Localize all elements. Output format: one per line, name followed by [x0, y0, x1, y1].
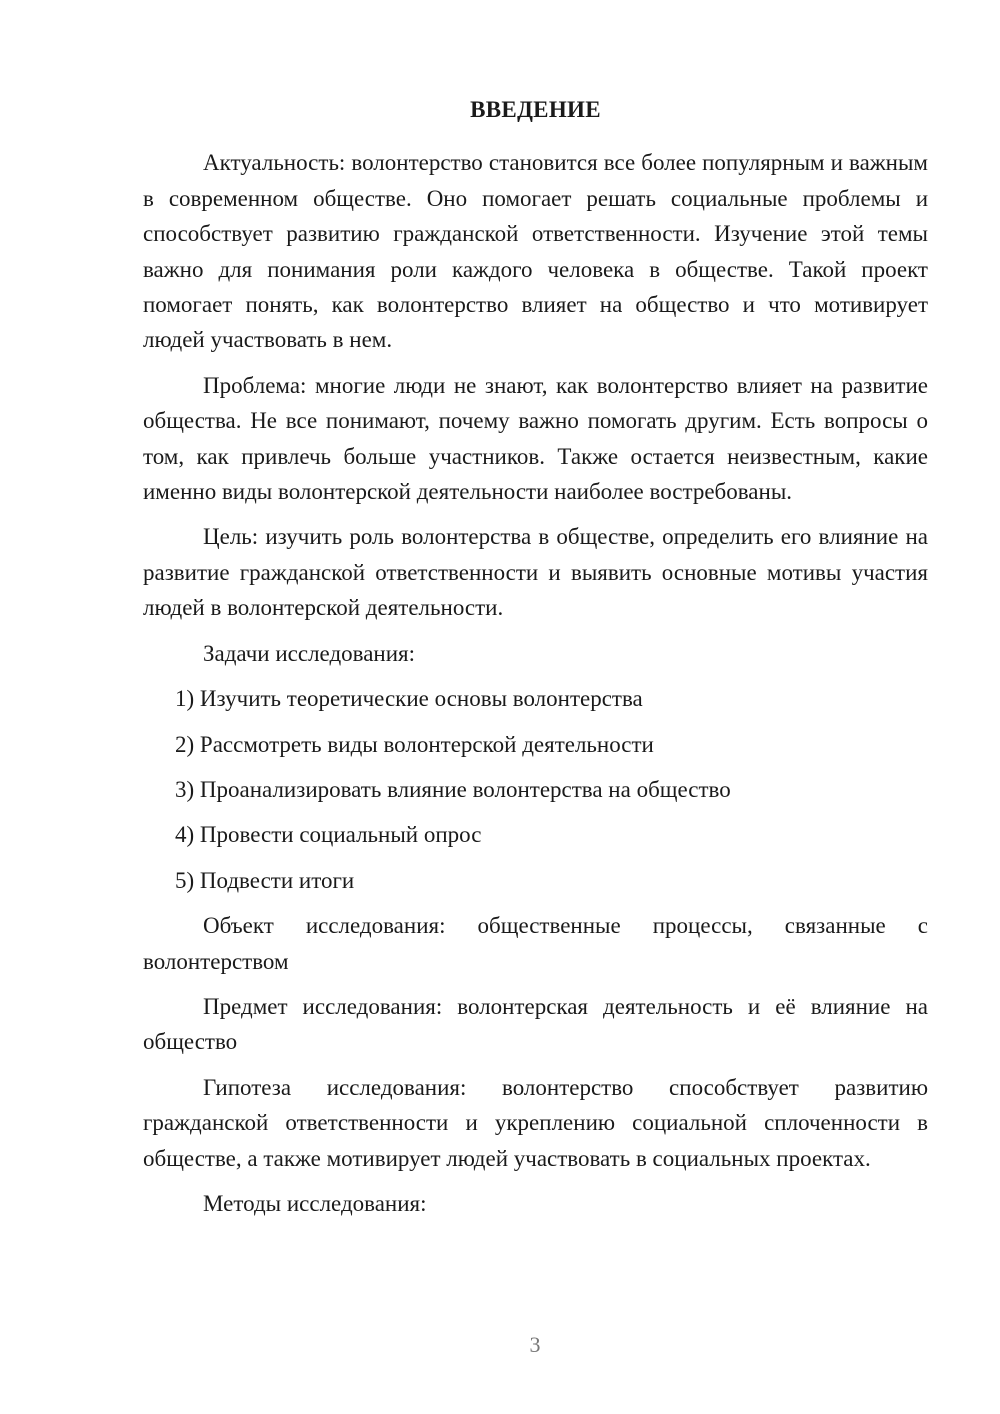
section-title: ВВЕДЕНИЕ [470, 97, 601, 122]
task-item-5: 5) Подвести итоги [175, 867, 355, 893]
paragraph-object: Объект исследования: общественные процессы, связанные с волонтерством [143, 913, 928, 974]
tasks-heading: Задачи исследования: [203, 640, 416, 666]
page-content [143, 92, 928, 1231]
paragraph-subject: Предмет исследования: волонтерская деятельность и её влияние на общество [143, 993, 928, 1055]
task-item-4: 4) Провести социальный опрос [175, 822, 482, 848]
paragraph-hypothesis: Гипотеза исследования: волонтерство способствует развитию гражданской ответственности и укреплению социальной сплоченности в обществе, а также мотивирует людей участвовать в социальных проектах. [143, 1074, 928, 1171]
paragraph-problem: Проблема: многие люди не знают, как волонтерство влияет на развитие общества. Не все понимают, почему важно помогать другим. Есть вопросы о том, как привлечь больше участников. Также остается неизвестным, какие именно виды волонтерской деятельности наиболее востребованы. [143, 372, 928, 505]
task-item-3: 3) Проанализировать влияние волонтерства на общество [175, 776, 731, 802]
task-item-1: 1) Изучить теоретические основы волонтерства [175, 686, 643, 712]
paragraph-goal: Цель: изучить роль волонтерства в обществе, определить его влияние на развитие гражданской ответственности и выявить основные мотивы участия людей в волонтерской деятельности. [143, 524, 928, 621]
paragraph-methods: Методы исследования: [203, 1190, 427, 1216]
page-number: 3 [529, 1332, 541, 1357]
task-item-2: 2) Рассмотреть виды волонтерской деятельности [175, 731, 654, 757]
task-list [143, 681, 928, 898]
paragraph-relevance: Актуальность: волонтерство становится все более популярным и важным в современном обществе. Оно помогает решать социальные проблемы и способствует развитию гражданской ответственности. Изучение этой темы важно для понимания роли каждого человека в обществе. Такой проект помогает понять, как волонтерство влияет на общество и что мотивирует людей участвовать в нем. [143, 150, 928, 353]
